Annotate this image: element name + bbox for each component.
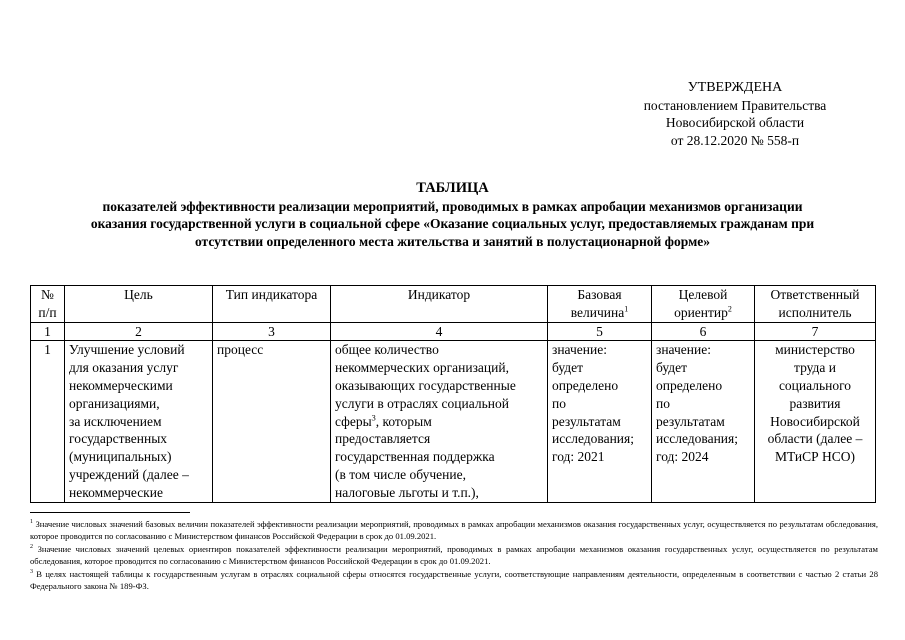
responsible-line: развития [789, 395, 841, 411]
responsible-line: Новосибирской [770, 413, 860, 429]
header-type: Тип индикатора [213, 286, 331, 323]
responsible-line: МТиСР НСО) [774, 449, 856, 465]
approval-line-3: от 28.12.2020 № 558-п [670, 132, 800, 148]
indicator-cell [331, 341, 548, 502]
footnote-text: Значение числовых значений базовых величин показателей эффективности реализации мероприятий, проводимых в рамках апробации механизмов оказания государственных услуг, осуществляется по результатам обследования, которое проводится по согласованию с Министерством финансов Российской Федерации в срок до 01.09.2021. [30, 519, 878, 542]
goal-line: государственных [69, 431, 168, 447]
footnote-text: Значение числовых значений целевых ориентиров показателей эффективности реализации мероприятий, проводимых в рамках апробации механизмов оказания государственных услуг, осуществляется по результатам обследования, которое проводится по согласованию с Министерством финансов Российской Федерации в срок до 01.09.2021. [30, 543, 878, 567]
header-base-line-2 [552, 304, 647, 322]
header-base-text: величина [570, 304, 625, 320]
base-line: исследования; [552, 431, 634, 447]
base-line: определено [552, 377, 619, 393]
indicator-line: оказывающих государственные [335, 377, 516, 393]
goal-line: некоммерческими [69, 377, 173, 393]
column-number: 5 [548, 322, 652, 341]
approval-stamp [600, 79, 870, 149]
header-base [548, 286, 652, 323]
goal-line: (муниципальных) [69, 449, 172, 465]
header-num-line-1: № [41, 287, 54, 302]
title-main: ТАБЛИЦА [416, 180, 489, 196]
indicator-text: сферы [335, 413, 372, 429]
column-number: 1 [31, 322, 65, 341]
goal-line: для оказания услуг [69, 360, 179, 376]
target-value-cell [652, 341, 755, 502]
header-responsible [755, 286, 876, 323]
row-number: 1 [31, 341, 65, 502]
header-num [31, 286, 65, 323]
responsible-line: труда и [794, 360, 836, 376]
responsible-line: министерство [775, 342, 855, 358]
column-number-row [31, 322, 876, 341]
target-line: год: 2024 [656, 449, 709, 465]
base-line: значение: [552, 342, 607, 358]
base-line: по [552, 395, 566, 411]
header-target-text: ориентир [674, 304, 728, 320]
target-line: исследования; [656, 431, 738, 447]
footnote-mark: 3 [30, 568, 33, 575]
base-line: результатам [552, 413, 621, 429]
responsible-line: социального [778, 377, 852, 393]
footnote-mark: 1 [30, 519, 33, 526]
approval-line-2: Новосибирской области [665, 115, 805, 130]
indicator-line: некоммерческих организаций, [335, 360, 509, 376]
indicator-text: , которым [375, 413, 432, 429]
header-resp-line-1: Ответственный [770, 287, 860, 302]
column-number: 3 [213, 322, 331, 341]
goal-cell [65, 341, 213, 502]
approval-heading: УТВЕРЖДЕНА [687, 80, 783, 95]
header-num-line-2: п/п [38, 304, 57, 320]
target-line: результатам [656, 413, 725, 429]
footnote-3 [30, 568, 878, 593]
indicator-line: общее количество [335, 342, 439, 358]
target-line: будет [656, 360, 688, 376]
footnote-mark: 2 [30, 543, 33, 550]
indicator-line [335, 413, 543, 431]
document-title [30, 180, 875, 250]
base-line: будет [552, 360, 584, 376]
footnote-ref-1[interactable]: 1 [624, 304, 629, 314]
title-line-2: оказания государственной услуги в социальной сфере «Оказание социальных услуг, предоставляемых гражданам при [90, 216, 815, 231]
indicator-line: услуги в отраслях социальной [335, 395, 509, 411]
column-number: 2 [65, 322, 213, 341]
goal-line: учреждений (далее – [69, 466, 189, 482]
base-line: год: 2021 [552, 449, 605, 465]
footnote-text: В целях настоящей таблицы к государственным услугам в отраслях социальной сферы относятся государственные услуги, соответствующие направлениям деятельности, определенным в соответствии с частью 2 статьи 28 Федерального закона № 189-ФЗ. [30, 568, 878, 592]
header-target-line-2 [656, 304, 750, 322]
footnote-ref-3[interactable]: 3 [371, 413, 376, 423]
indicator-line: налоговые льготы и т.п.), [335, 484, 479, 500]
target-line: значение: [656, 342, 711, 358]
indicators-table [30, 285, 876, 503]
footnote-separator [30, 512, 190, 513]
goal-line: за исключением [69, 413, 162, 429]
goal-line: некоммерческие [69, 484, 163, 500]
column-number: 6 [652, 322, 755, 341]
goal-line: Улучшение условий [69, 342, 185, 358]
footnote-1 [30, 518, 878, 543]
indicator-line: предоставляется [335, 431, 431, 447]
column-number: 7 [755, 322, 876, 341]
title-line-3: отсутствии определенного места жительства и занятий в полустационарной форме» [194, 233, 711, 249]
indicator-line: (в том числе обучение, [335, 466, 466, 482]
footnote-2 [30, 543, 878, 568]
indicator-line: государственная поддержка [335, 449, 495, 465]
footnote-ref-2[interactable]: 2 [727, 304, 732, 314]
header-indicator: Индикатор [331, 286, 548, 323]
base-value-cell [548, 341, 652, 502]
table-header-row [31, 286, 876, 323]
header-target-line-1: Целевой [678, 287, 728, 302]
approval-line-1: постановлением Правительства [643, 97, 827, 113]
target-line: по [656, 395, 670, 411]
header-goal: Цель [65, 286, 213, 323]
goal-line: организациями, [69, 395, 160, 411]
title-line-1: показателей эффективности реализации мероприятий, проводимых в рамках апробации механизмов организации [102, 198, 803, 214]
footnotes [30, 518, 878, 592]
responsible-line: области (далее – [767, 431, 863, 447]
header-target [652, 286, 755, 323]
table-row [31, 341, 876, 502]
header-base-line-1: Базовая [577, 287, 622, 302]
column-number: 4 [331, 322, 548, 341]
responsible-cell [755, 341, 876, 502]
indicator-type-cell: процесс [213, 341, 331, 502]
target-line: определено [656, 377, 723, 393]
header-resp-line-2: исполнитель [778, 304, 852, 320]
